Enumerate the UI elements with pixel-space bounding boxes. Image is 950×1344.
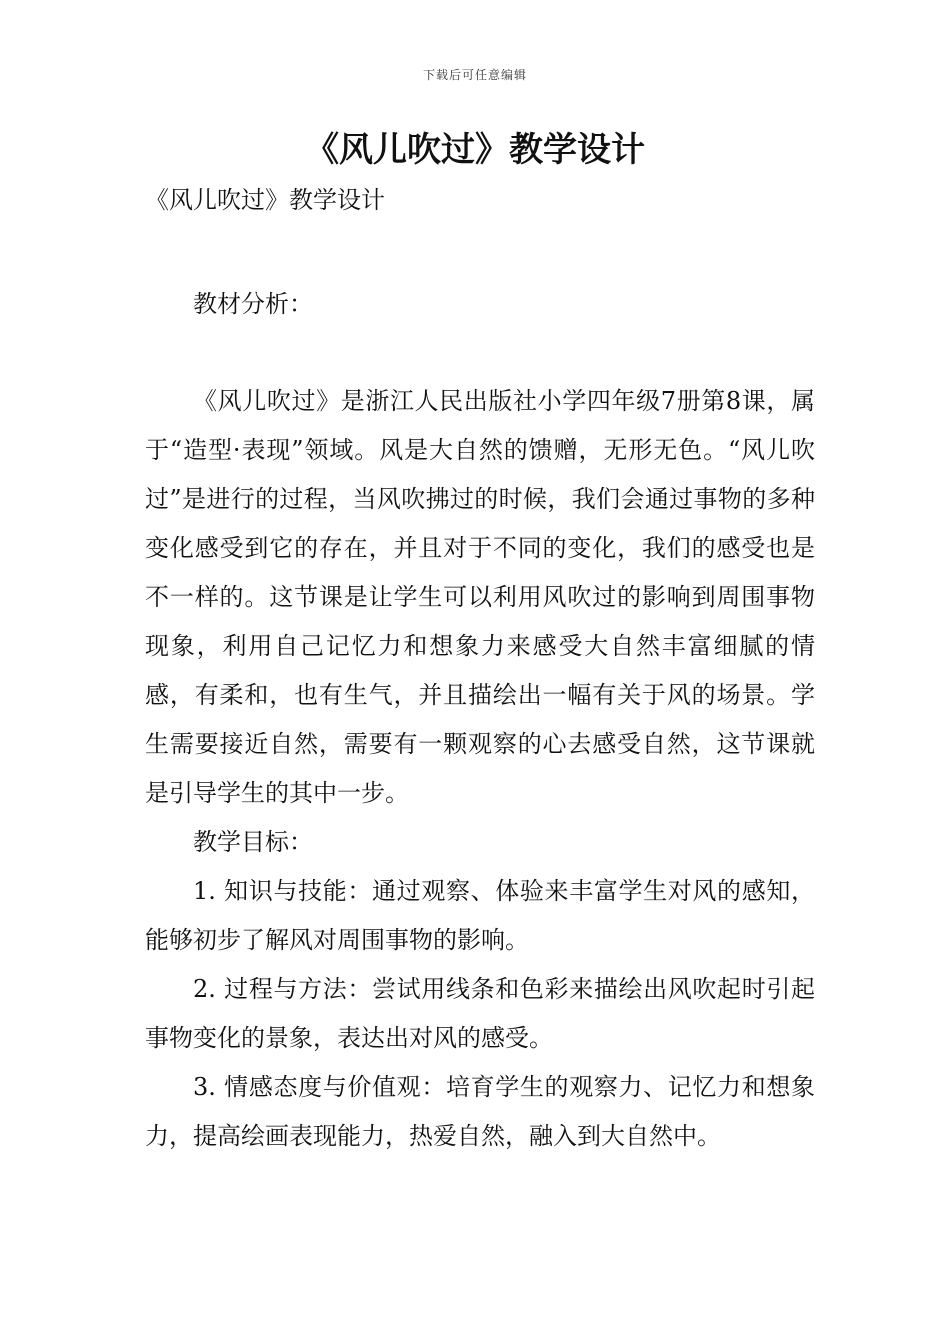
page-title: 《风儿吹过》教学设计 <box>305 130 645 170</box>
header-note: 下载后可任意编辑 <box>422 68 527 82</box>
document-subtitle: 《风儿吹过》教学设计 <box>145 186 385 214</box>
goals-heading: 教学目标： <box>193 828 313 856</box>
goal-item-1: 1. 知识与技能：通过观察、体验来丰富学生对风的感知，能够初步了解风对周围事物的影响。 <box>145 877 815 954</box>
goal-item-2: 2. 过程与方法：尝试用线条和色彩来描绘出风吹起时引起事物变化的景象，表达出对风的感受。 <box>145 975 815 1052</box>
analysis-paragraph: 《风儿吹过》是浙江人民出版社小学四年级7册第8课，属于“造型·表现”领域。风是大自然的馈赠，无形无色。“风儿吹过”是进行的过程，当风吹拂过的时候，我们会通过事物的多种变化感受到它的存在，并且对于不同的变化，我们的感受也是不一样的。这节课是让学生可以利用风吹过的影响到周围事物现象，利用自己记忆力和想象力来感受大自然丰富细腻的情感，有柔和，也有生气，并且描绘出一幅有关于风的场景。学生需要接近自然，需要有一颗观察的心去感受自然，这节课就是引导学生的其中一步。 <box>145 387 815 807</box>
goal-item-3: 3. 情感态度与价值观：培育学生的观察力、记忆力和想象力，提高绘画表现能力，热爱自然，融入到大自然中。 <box>145 1073 815 1150</box>
document-body <box>145 280 815 1161</box>
analysis-heading: 教材分析： <box>193 290 313 318</box>
